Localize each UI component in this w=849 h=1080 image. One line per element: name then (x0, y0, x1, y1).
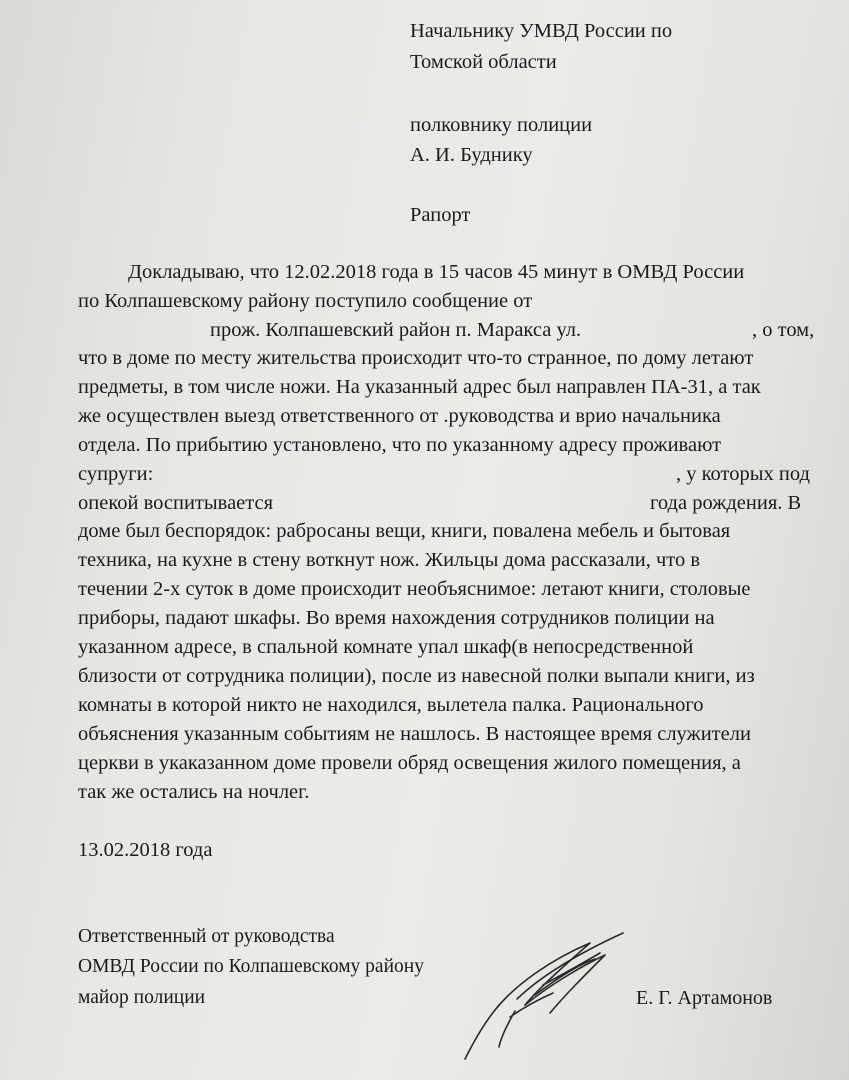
body-line-5: предметы, в том числе ножи. На указанный адрес был направлен ПА-31, а так (78, 376, 761, 398)
body-line-8-end: , у которых под (676, 463, 810, 485)
document-date: 13.02.2018 года (78, 839, 213, 861)
addressee-rank: полковнику полиции (410, 114, 593, 136)
addressee-line-1: Начальнику УМВД России по (410, 20, 673, 42)
body-line-17: объяснения указанным событиям не нашлось. В настоящее время служители (78, 723, 751, 745)
body-line-3: прож. Колпашевский район п. Маракса ул. (210, 319, 582, 341)
body-line-7: отдела. По прибытию установлено, что по указанному адресу проживают (78, 434, 722, 456)
body-line-6: же осуществлен выезд ответственного от .руководства и врио начальника (78, 405, 721, 427)
signatory-line-1: Ответственный от руководства (78, 926, 335, 947)
addressee-line-2: Томской области (410, 51, 557, 73)
body-line-9: опекой воспитывается (78, 492, 274, 514)
body-line-18: церкви в укаказанном доме провели обряд освещения жилого помещения, а (78, 752, 741, 774)
body-line-8: супруги: (78, 463, 154, 485)
body-line-15: близости от сотрудника полиции), после из навесной полки выпали книги, из (78, 665, 755, 687)
body-line-3-end: , о том, (752, 319, 815, 341)
body-line-11: техника, на кухне в стену воткнут нож. Жильцы дома рассказали, что в (78, 549, 701, 571)
signatory-name: Е. Г. Артамонов (636, 987, 773, 1009)
body-line-1: Докладываю, что 12.02.2018 года в 15 часов 45 минут в ОМВД России (128, 261, 745, 283)
signatory-line-2: ОМВД России по Колпашевскому району (78, 956, 424, 977)
body-line-10: доме был беспорядок: рабросаны вещи, книги, повалена мебель и бытовая (78, 520, 731, 542)
addressee-name: А. И. Буднику (410, 144, 533, 166)
handwritten-signature (455, 925, 635, 1065)
body-line-9-end: года рождения. В (650, 492, 802, 514)
body-line-2: по Колпашевскому району поступило сообщение от (78, 290, 533, 312)
body-line-16: комнаты в которой никто не находился, вылетела палка. Рационального (78, 694, 704, 716)
signatory-line-3: майор полиции (78, 987, 206, 1008)
body-line-14: указанном адресе, в спальной комнате упал шкаф(в непосредственной (78, 636, 694, 658)
body-line-4: что в доме по месту жительства происходит что-то странное, по дому летают (78, 347, 754, 369)
body-line-12: течении 2-х суток в доме происходит необъяснимое: летают книги, столовые (78, 578, 751, 600)
body-line-13: приборы, падают шкафы. Во время нахождения сотрудников полиции на (78, 607, 715, 629)
body-line-19: так же остались на ночлег. (78, 781, 310, 803)
document-title: Рапорт (410, 204, 471, 226)
